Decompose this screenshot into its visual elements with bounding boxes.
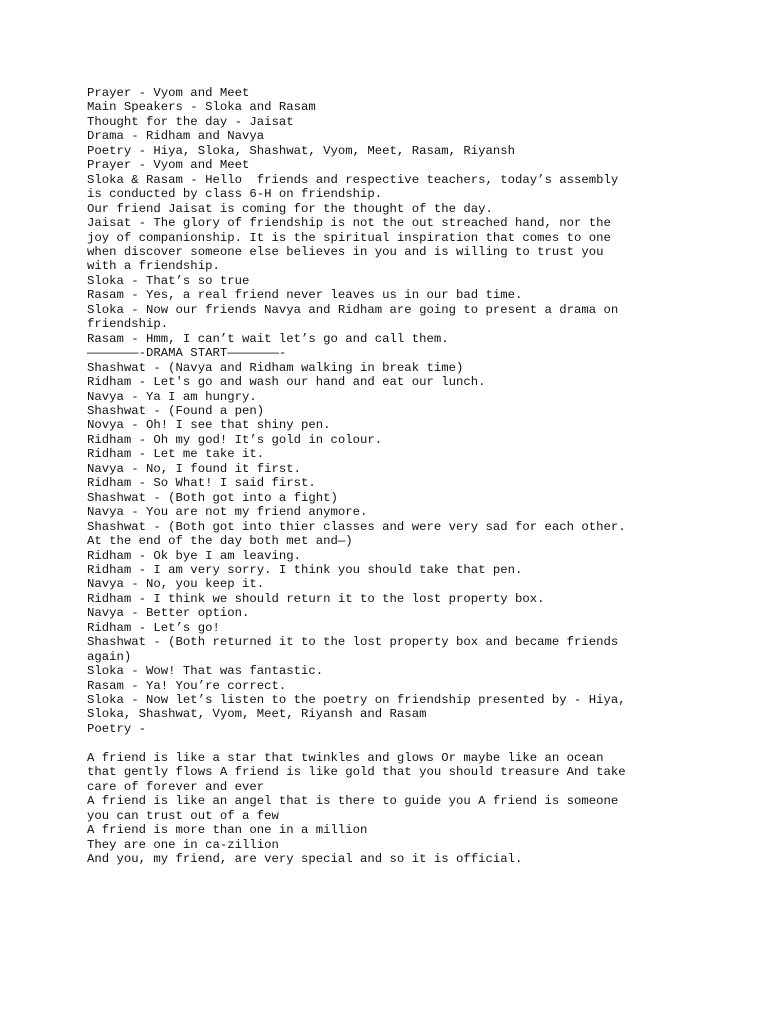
text-line: joy of companionship. It is the spiritual inspiration that comes to one — [87, 230, 611, 245]
text-line: A friend is more than one in a million — [87, 823, 368, 838]
text-line: Sloka & Rasam - Hello friends and respective teachers, today’s assembly — [87, 172, 619, 187]
text-line: And you, my friend, are very special and so it is official. — [87, 852, 523, 866]
text-line: Rasam - Ya! You’re correct. — [87, 678, 287, 693]
text-line: Drama - Ridham and Navya — [87, 129, 265, 144]
text-line: A friend is like a star that twinkles and glows Or maybe like an ocean — [87, 750, 604, 765]
text-line: Navya - No, I found it first. — [87, 461, 302, 476]
text-line: Ridham - Let me take it. — [87, 447, 265, 462]
text-line: Sloka - Now our friends Navya and Ridham are going to present a drama on — [87, 302, 619, 317]
text-line: ———————-DRAMA START———————- — [87, 346, 287, 361]
text-line: Novya - Oh! I see that shiny pen. — [87, 418, 331, 433]
text-line: Our friend Jaisat is coming for the thought of the day. — [87, 201, 493, 216]
blank-line — [87, 736, 727, 750]
text-line: that gently flows A friend is like gold that you should treasure And take — [87, 765, 626, 780]
text-line: is conducted by class 6-H on friendship. — [87, 187, 383, 202]
text-line: A friend is like an angel that is there to guide you A friend is someone — [87, 794, 619, 809]
text-line: Prayer - Vyom and Meet — [87, 158, 250, 173]
text-line: Poetry - Hiya, Sloka, Shashwat, Vyom, Meet, Rasam, Riyansh — [87, 143, 516, 158]
text-line: They are one in ca-zillion — [87, 837, 279, 852]
text-line: Sloka, Shashwat, Vyom, Meet, Riyansh and Rasam — [87, 707, 427, 722]
text-line: care of forever and ever — [87, 779, 265, 794]
text-line: Shashwat - (Both got into thier classes and were very sad for each other. — [87, 519, 626, 534]
text-line: Rasam - Yes, a real friend never leaves us in our bad time. — [87, 288, 523, 303]
text-line: Ridham - I think we should return it to the lost property box. — [87, 591, 545, 606]
text-line: Sloka - That’s so true — [87, 273, 250, 288]
text-line: Poetry - — [87, 721, 147, 736]
text-line: Thought for the day - Jaisat — [87, 114, 294, 129]
text-line: At the end of the day both met and—) — [87, 534, 353, 549]
text-line: with a friendship. — [87, 259, 220, 274]
text-line: Ridham - I am very sorry. I think you should take that pen. — [87, 562, 523, 577]
text-line: Main Speakers - Sloka and Rasam — [87, 100, 316, 115]
text-line: Sloka - Now let’s listen to the poetry on friendship presented by - Hiya, — [87, 693, 626, 708]
text-line: Navya - Better option. — [87, 606, 250, 621]
text-line: Shashwat - (Both got into a fight) — [87, 490, 338, 505]
text-line: when discover someone else believes in you and is willing to trust you — [87, 244, 604, 259]
text-line: Shashwat - (Both returned it to the lost property box and became friends — [87, 635, 619, 650]
text-line: Navya - Ya I am hungry. — [87, 389, 257, 404]
text-line: Ridham - Oh my god! It’s gold in colour. — [87, 432, 383, 447]
text-line: again) — [87, 649, 132, 664]
text-line: Ridham - Ok bye I am leaving. — [87, 548, 302, 563]
text-line: Prayer - Vyom and Meet — [87, 86, 250, 100]
text-line: Navya - No, you keep it. — [87, 577, 265, 592]
text-line: Ridham - Let’s go! — [87, 620, 220, 635]
text-line: Rasam - Hmm, I can’t wait let’s go and call them. — [87, 331, 449, 346]
text-line: you can trust out of a few — [87, 808, 279, 823]
text-line: Jaisat - The glory of friendship is not the out streached hand, nor the — [87, 216, 611, 231]
text-line: Ridham - Let's go and wash our hand and eat our lunch. — [87, 375, 486, 390]
text-line: Navya - You are not my friend anymore. — [87, 505, 368, 520]
text-line: Sloka - Wow! That was fantastic. — [87, 664, 324, 679]
text-line: Ridham - So What! I said first. — [87, 476, 316, 491]
text-line: Shashwat - (Found a pen) — [87, 403, 265, 418]
document-body — [87, 86, 727, 866]
text-line: friendship. — [87, 317, 169, 332]
text-line: Shashwat - (Navya and Ridham walking in break time) — [87, 360, 464, 375]
